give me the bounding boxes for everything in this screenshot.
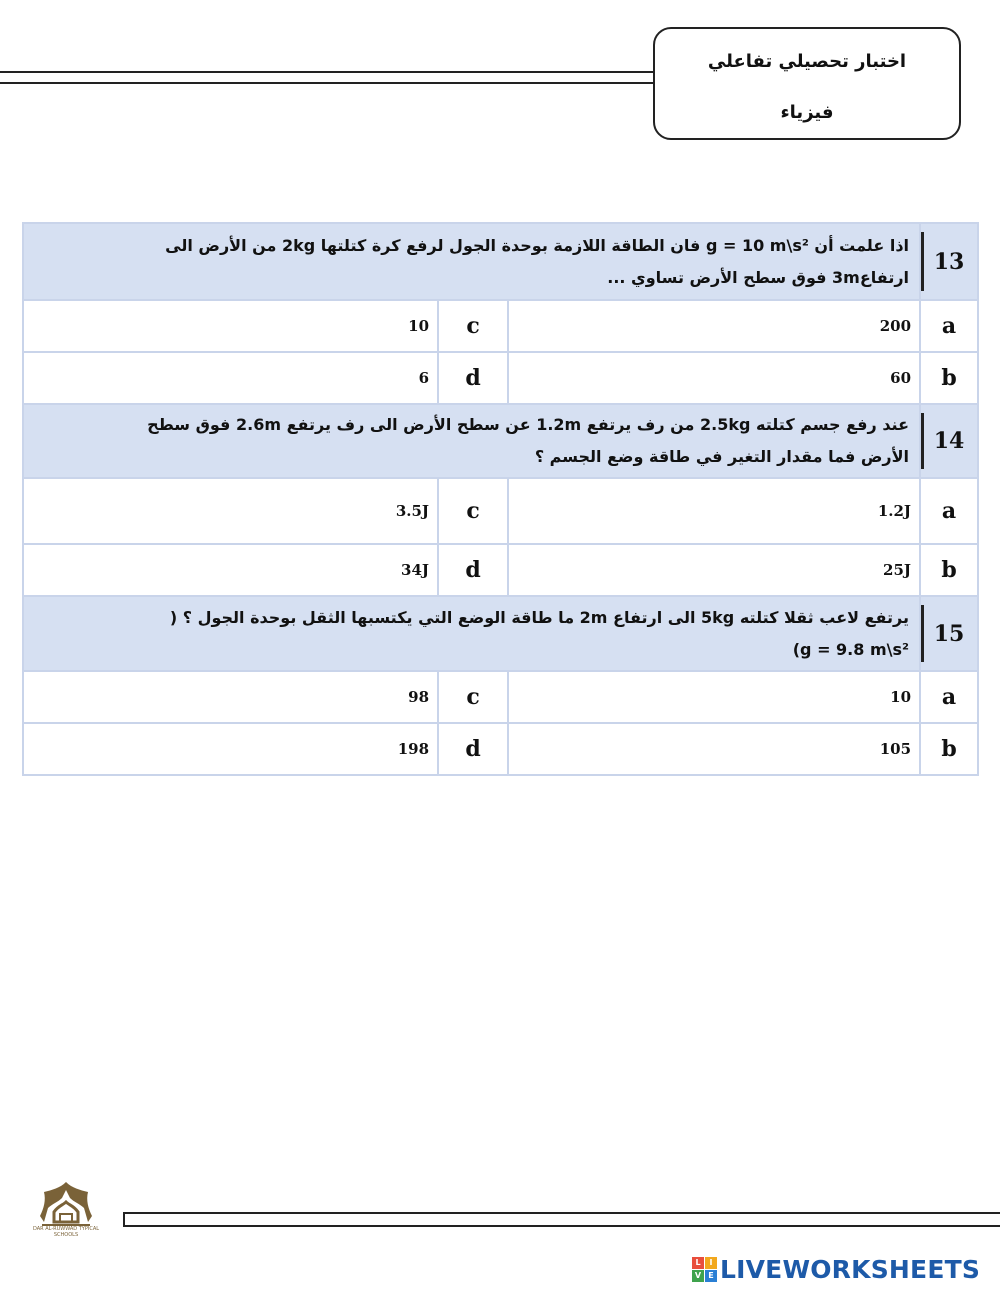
option-a-answer[interactable]: 1.2J <box>508 478 920 544</box>
options-row <box>23 300 978 352</box>
option-letter: a <box>920 300 978 352</box>
question-row <box>23 596 978 671</box>
option-c-answer[interactable]: 3.5J <box>23 478 438 544</box>
liveworksheets-logo-icon: L I V E <box>692 1257 717 1282</box>
question-number: 14 <box>920 404 978 478</box>
question-text-line: عند رفع جسم كتلته 2.5kg من رف يرتفع 1.2m عن سطح الأرض الى رف يرتفع 2.6m فوق سطح <box>147 415 910 434</box>
question-number: 13 <box>920 223 978 300</box>
liveworksheets-wordmark: LIVEWORKSHEETS <box>720 1254 981 1284</box>
option-b-answer[interactable]: 105 <box>508 723 920 775</box>
option-c-answer[interactable]: 10 <box>23 300 438 352</box>
option-letter: d <box>438 352 508 404</box>
option-d-answer[interactable]: 6 <box>23 352 438 404</box>
option-d-answer[interactable]: 34J <box>23 544 438 596</box>
option-letter: b <box>920 544 978 596</box>
question-text <box>23 596 920 671</box>
option-a-answer[interactable]: 10 <box>508 671 920 723</box>
option-c-answer[interactable]: 98 <box>23 671 438 723</box>
option-letter: c <box>438 478 508 544</box>
question-row <box>23 223 978 300</box>
question-text-line: الأرض فما مقدار التغير في طاقة وضع الجسم ؟ <box>534 447 910 466</box>
option-b-answer[interactable]: 25J <box>508 544 920 596</box>
option-letter: a <box>920 478 978 544</box>
liveworksheets-brand[interactable] <box>692 1254 980 1284</box>
question-text-line: (g = 9.8 m\s² <box>792 639 910 659</box>
option-d-answer[interactable]: 198 <box>23 723 438 775</box>
question-text <box>23 404 920 478</box>
option-b-answer[interactable]: 60 <box>508 352 920 404</box>
question-row <box>23 404 978 478</box>
options-row <box>23 723 978 775</box>
option-letter: d <box>438 723 508 775</box>
title-box <box>653 27 961 140</box>
header-rule <box>0 71 658 84</box>
footer-rule <box>123 1212 1000 1227</box>
quiz-table <box>22 222 979 776</box>
school-logo-text: DAR AL-RUWWAD TYPICAL SCHOOLS <box>32 1226 100 1238</box>
options-row <box>23 544 978 596</box>
question-text-line: يرتفع لاعب ثقلا كتلته 5kg الى ارتفاع 2m ما طاقة الوضع التي يكتسبها الثقل بوحدة الجول ؟ ( <box>169 607 910 627</box>
option-letter: b <box>920 723 978 775</box>
subject-title: فيزياء <box>780 102 834 123</box>
worksheet-title: اختبار تحصيلي تفاعلي <box>707 51 907 72</box>
option-letter: c <box>438 671 508 723</box>
option-a-answer[interactable]: 200 <box>508 300 920 352</box>
question-text-line: اذا علمت أن g = 10 m\s² فان الطاقة اللازمة بوحدة الجول لرفع كرة كتلتها 2kg من الأرض الى <box>165 235 910 255</box>
options-row <box>23 478 978 544</box>
question-text <box>23 223 920 300</box>
option-letter: b <box>920 352 978 404</box>
option-letter: d <box>438 544 508 596</box>
option-letter: c <box>438 300 508 352</box>
question-number: 15 <box>920 596 978 671</box>
question-text-line: ارتفاع3m فوق سطح الأرض تساوي ... <box>607 267 910 287</box>
options-row <box>23 671 978 723</box>
option-letter: a <box>920 671 978 723</box>
options-row <box>23 352 978 404</box>
